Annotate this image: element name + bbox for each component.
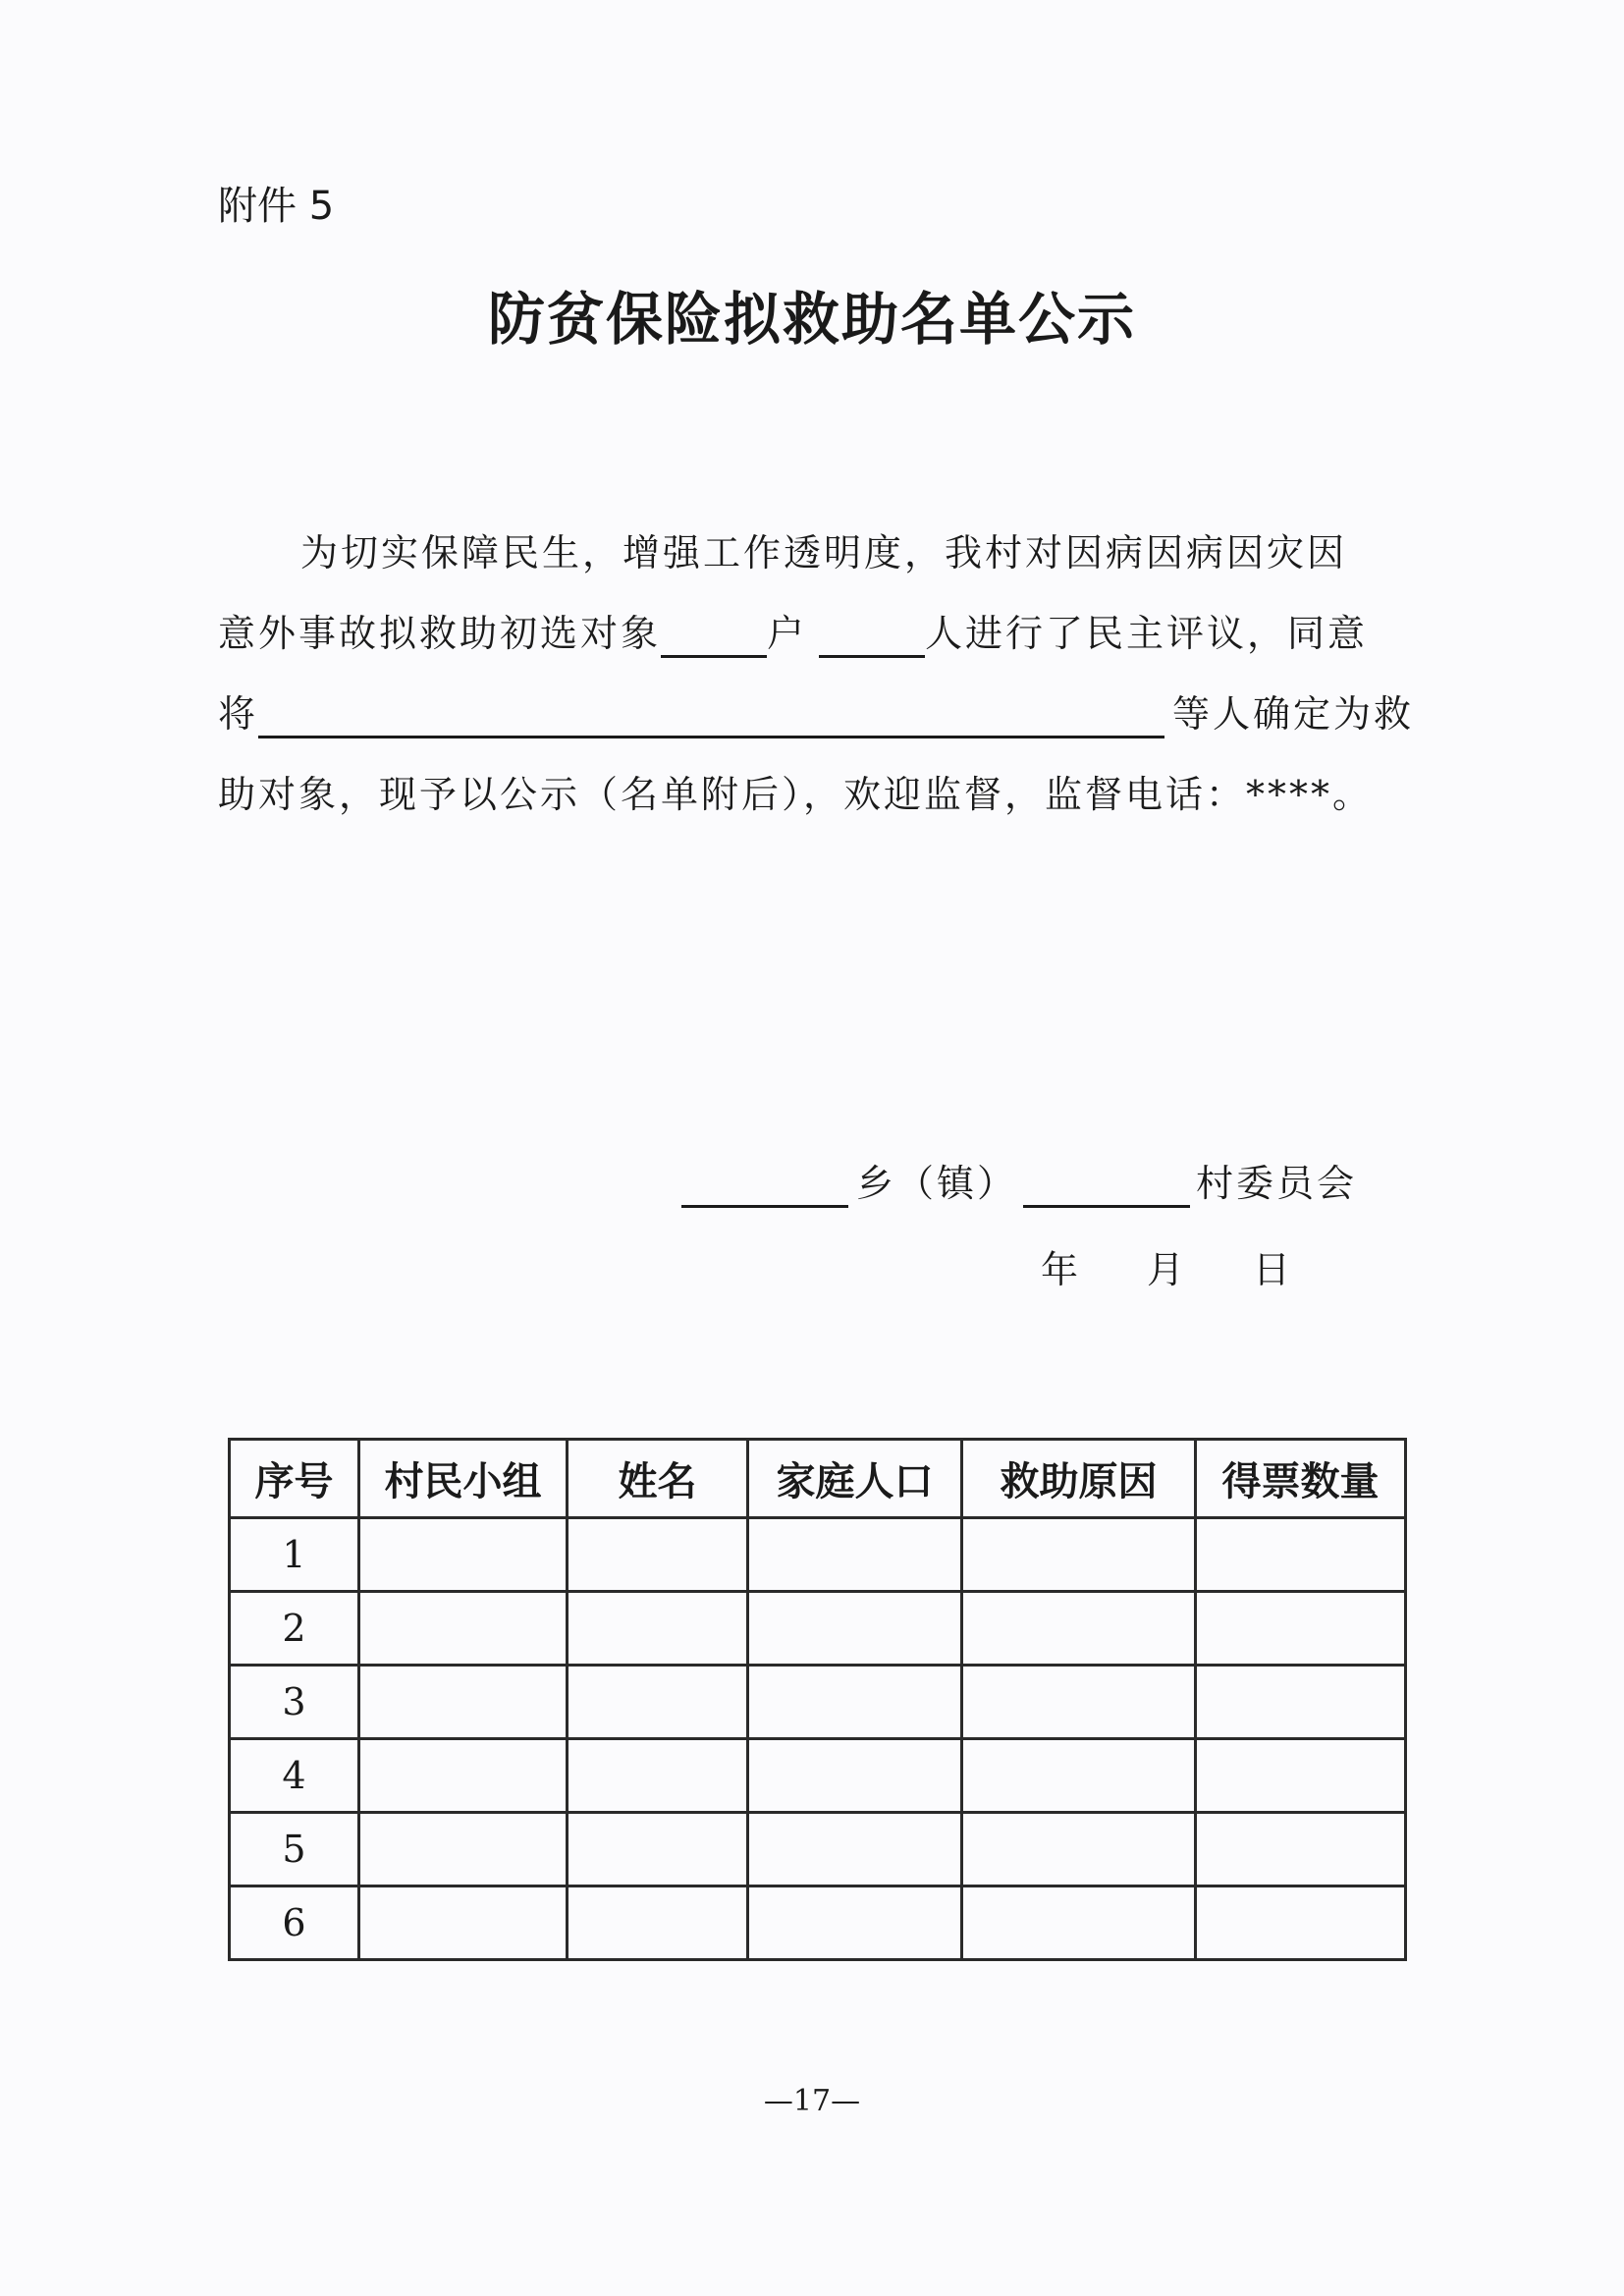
attachment-label: 附件 5 (218, 184, 335, 229)
township-label: 乡（镇） (856, 1162, 1018, 1205)
table-cell (359, 1739, 568, 1813)
table-row (230, 1886, 1406, 1960)
table-cell (748, 1592, 962, 1666)
table-cell (962, 1666, 1196, 1739)
table-cell (962, 1592, 1196, 1666)
table-cell (962, 1813, 1196, 1886)
year-label: 年 (1041, 1248, 1079, 1291)
table-cell (568, 1592, 748, 1666)
table-cell (962, 1518, 1196, 1592)
header-vote-count: 得票数量 (1196, 1440, 1406, 1518)
table-cell (748, 1813, 962, 1886)
table-cell (1196, 1666, 1406, 1739)
table-cell (1196, 1886, 1406, 1960)
table-row (230, 1518, 1406, 1592)
recipient-table (228, 1438, 1407, 1961)
table-row (230, 1666, 1406, 1739)
row-number: 3 (230, 1666, 359, 1739)
header-name: 姓名 (568, 1440, 748, 1518)
notice-line-4 (218, 770, 1414, 819)
row-number: 4 (230, 1739, 359, 1813)
table-cell (962, 1739, 1196, 1813)
table-header-row (230, 1440, 1406, 1518)
table-cell (962, 1886, 1196, 1960)
signature-line (681, 1159, 1357, 1208)
table-cell (568, 1666, 748, 1739)
notice-text: 人进行了民主评议，同意 (925, 612, 1369, 655)
notice-line-3 (218, 689, 1414, 738)
notice-line-1 (218, 528, 1414, 577)
table-cell (568, 1813, 748, 1886)
table-cell (748, 1739, 962, 1813)
table-cell (359, 1592, 568, 1666)
table-row (230, 1739, 1406, 1813)
table-cell (1196, 1518, 1406, 1592)
table-cell (359, 1518, 568, 1592)
notice-line-2 (218, 609, 1414, 658)
table-cell (748, 1886, 962, 1960)
document-title: 防贫保险拟救助名单公示 (487, 286, 1136, 353)
table-cell (568, 1518, 748, 1592)
page-number: —17— (763, 2084, 861, 2118)
table-cell (1196, 1739, 1406, 1813)
row-number: 1 (230, 1518, 359, 1592)
table-cell (1196, 1592, 1406, 1666)
committee-label: 村委员会 (1196, 1162, 1358, 1205)
table-row (230, 1592, 1406, 1666)
row-number: 5 (230, 1813, 359, 1886)
month-label: 月 (1147, 1248, 1185, 1291)
notice-text: 助对象，现予以公示（名单附后），欢迎监督，监督电话：****。 (218, 773, 1374, 816)
notice-text: 等人确定为救 (1171, 692, 1414, 736)
notice-text: 为切实保障民生，增强工作透明度，我村对因病因病因灾因 (300, 531, 1348, 574)
notice-text: 户 (767, 612, 808, 655)
row-number: 6 (230, 1886, 359, 1960)
table-row (230, 1813, 1406, 1886)
person-count-blank (819, 616, 925, 658)
table-cell (748, 1666, 962, 1739)
day-label: 日 (1253, 1248, 1291, 1291)
header-aid-reason: 救助原因 (962, 1440, 1196, 1518)
table-cell (359, 1666, 568, 1739)
table-cell (748, 1518, 962, 1592)
row-number: 2 (230, 1592, 359, 1666)
table-cell (1196, 1813, 1406, 1886)
table-cell (359, 1886, 568, 1960)
table-cell (568, 1739, 748, 1813)
notice-text: 将 (218, 692, 259, 736)
header-serial-number: 序号 (230, 1440, 359, 1518)
header-household-size: 家庭人口 (748, 1440, 962, 1518)
table-cell (568, 1886, 748, 1960)
header-village-group: 村民小组 (359, 1440, 568, 1518)
household-count-blank (661, 616, 767, 658)
village-blank (1023, 1166, 1190, 1208)
township-blank (681, 1166, 848, 1208)
recipient-names-blank (258, 696, 1164, 738)
table-cell (359, 1813, 568, 1886)
notice-text: 意外事故拟救助初选对象 (218, 612, 662, 655)
date-line (1041, 1245, 1290, 1294)
